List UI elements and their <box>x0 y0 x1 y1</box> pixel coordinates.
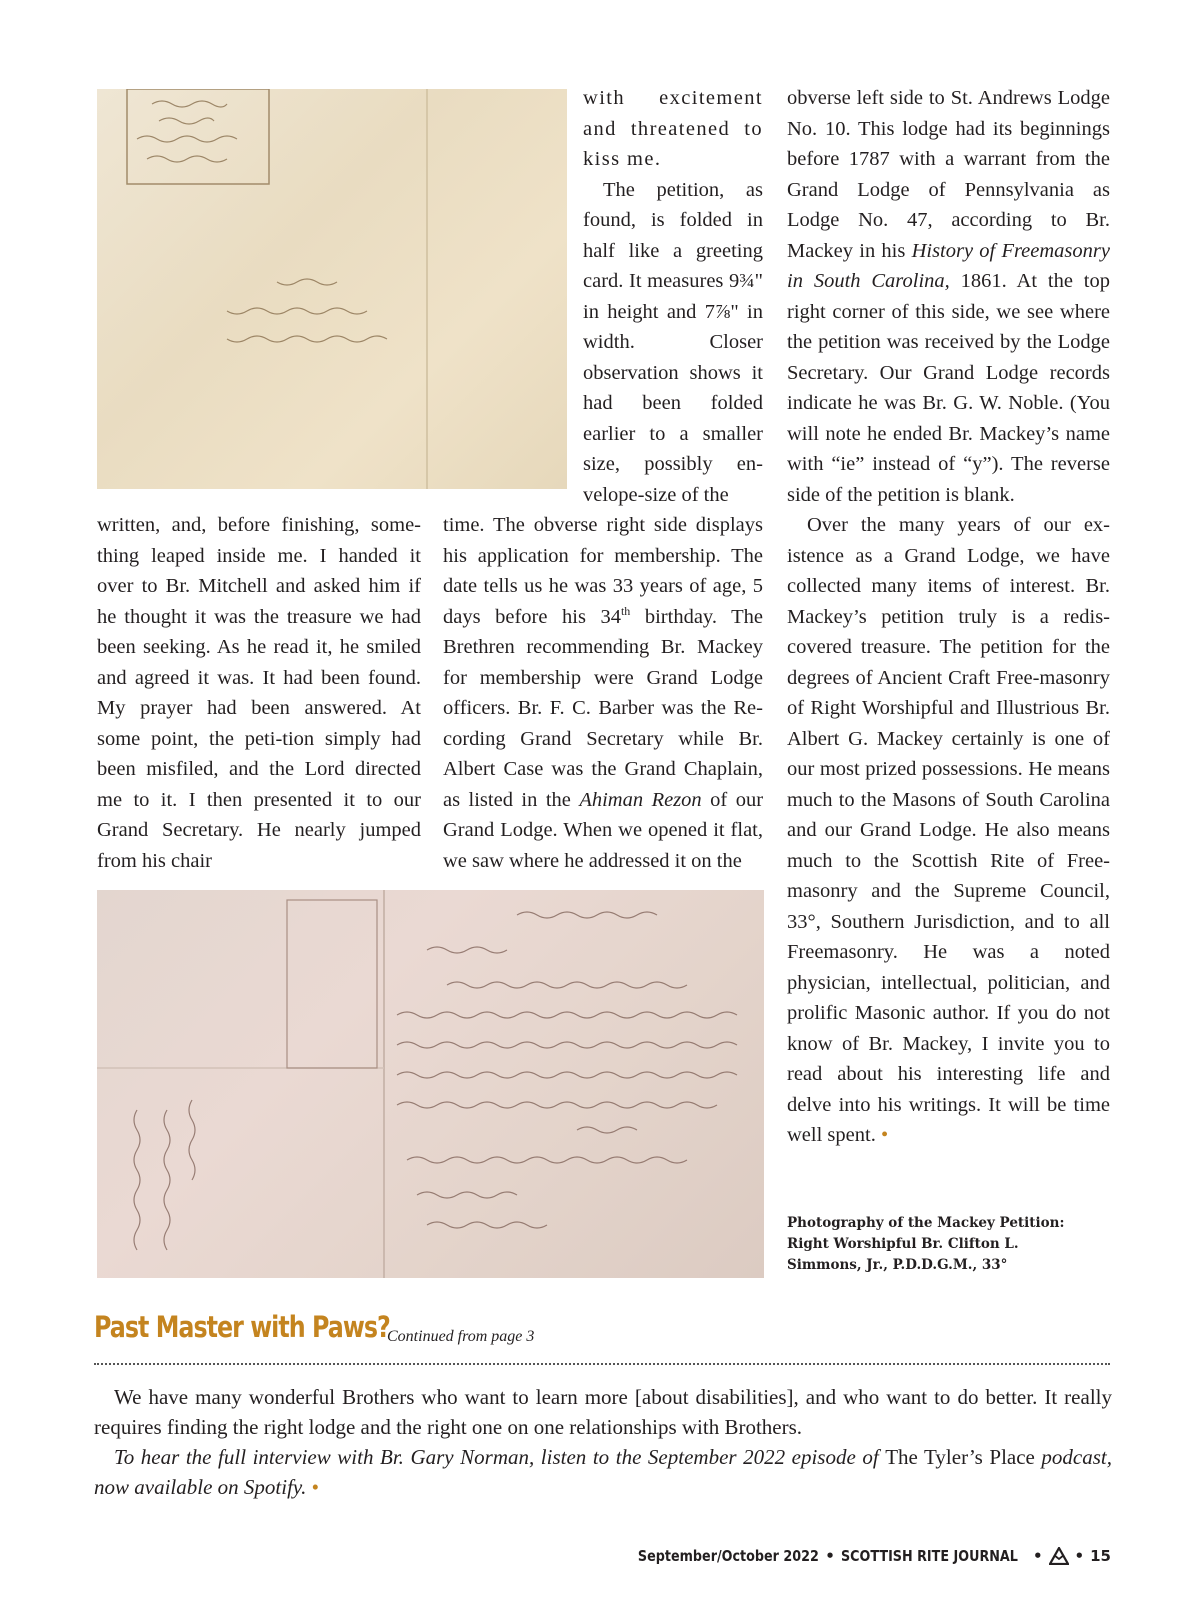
paragraph: with excitement and threatened to kiss me. <box>583 87 763 170</box>
page-number: 15 <box>1090 1547 1111 1565</box>
text-run: 1861. At the top right corner of this side, we see where the petition was received by the Lodge Secretary. Our Grand Lodge records indicate he was Br. G. W. Noble. (You will note he ended Br. Mackey’s name with “ie” instead of “y”). The reverse side of the petition is blank. <box>787 270 1110 506</box>
page-footer <box>606 1547 1111 1565</box>
paragraph <box>94 1442 1112 1502</box>
petition-folded-illustration <box>97 89 567 489</box>
text-run: time. The obverse right side displays his application for membership. The date tells us he was 33 years of age, 5 days before his 34 <box>443 514 763 628</box>
text-run: To hear the full interview with Br. Gary Norman, listen to the September 2022 episode of <box>114 1445 886 1469</box>
petition-opened-photo <box>97 890 764 1278</box>
text-run: of our Grand Lodge. When we opened it flat, we saw where he addressed it on the <box>443 788 764 872</box>
text-run: birthday. The Brethren recommending Br. Mackey for membership were Grand Lodge officers. Br. F. C. Barber was the Re-cording Grand Secretary while Br. Albert Case was the Grand Chaplain, as listed in the <box>443 605 763 811</box>
paragraph <box>787 83 1110 510</box>
podcast-title: The Tyler’s Place <box>885 1445 1035 1469</box>
column-1-bottom-text <box>97 510 421 876</box>
issue-date: September/October 2022 <box>638 1547 820 1565</box>
column-1-top-text <box>583 83 763 510</box>
continued-section-text <box>94 1382 1112 1502</box>
text-run: podcast, now available on Spotify. <box>94 1445 1112 1499</box>
column-3-text <box>787 83 1110 1151</box>
paragraph <box>443 510 763 876</box>
separator-bullet: • <box>1032 1547 1043 1565</box>
journal-name: SCOTTISH RITE JOURNAL <box>840 1547 1018 1565</box>
separator-bullet: • <box>825 1547 835 1565</box>
dotted-divider <box>94 1363 1110 1365</box>
end-bullet: • <box>880 1124 889 1146</box>
column-2-text <box>443 510 763 876</box>
superscript: th <box>620 603 631 618</box>
photo-credit: Photography of the Mackey Petition: Right Worshipful Br. Clifton L. Simmons, Jr., P.D.D.G.M., 33° <box>787 1215 1065 1273</box>
paragraph: written, and, before finishing, some-thing leaped inside me. I handed it over to Br. Mitchell and asked him if he thought it was the treasure we had been seeking. As he read it, he smiled and agreed it was. It had been found. My prayer had been answered. At some point, the peti-tion simply had been misfiled, and the Lord directed me to it. I then presented it to our Grand Secretary. He nearly jumped from his chair <box>97 514 421 872</box>
double-eagle-triangle-icon <box>1049 1547 1069 1565</box>
text-run: Over the many years of our ex-istence as a Grand Lodge, we have collected many items of interest. Br. Mackey’s petition truly is a redis-covered treasure. The petition for the degrees of Ancient Craft Free-masonry of Right Worshipful and Illustrious Br. Albert G. Mackey certainly is one of our most prized possessions. He means much to the Masons of South Carolina and our Grand Lodge. He also means much to the Scottish Rite of Free-masonry and the Supreme Council, 33°, Southern Jurisdiction, and to all Freemasonry. He was a noted physician, intellectual, politician, and prolific Masonic author. If you do not know of Br. Mackey, I invite you to read about his interesting life and delve into his writings. It will be time well spent. <box>787 514 1110 1146</box>
book-title: Ahiman Rezon <box>579 788 702 811</box>
text-run: obverse left side to St. Andrews Lodge No. 10. This lodge had its beginnings before 1787 with a warrant from the Grand Lodge of Pennsylvania as Lodge No. 47, according to Br. Mackey in his <box>787 87 1110 262</box>
continued-note: Continued from page 3 <box>387 1328 535 1345</box>
paragraph: We have many wonderful Brothers who want to learn more [about disabilities], and who want to do better. It really requires finding the right lodge and the right one on one relationships with Brothers. <box>94 1385 1112 1439</box>
paragraph: The petition, as found, is folded in half like a greeting card. It measures 9¾" in height and 7⅞" in width. Closer observation shows it had been folded earlier to a smaller size, possibly en-velope-size of the <box>583 178 763 506</box>
petition-folded-photo <box>97 89 567 489</box>
book-title: History of Freemasonry in South Carolina, <box>787 239 1110 292</box>
end-bullet: • <box>311 1475 319 1499</box>
section-title: Past Master with Paws? <box>94 1310 390 1344</box>
petition-opened-illustration <box>97 890 764 1278</box>
separator-bullet: • <box>1074 1547 1085 1565</box>
paragraph <box>787 510 1110 1151</box>
